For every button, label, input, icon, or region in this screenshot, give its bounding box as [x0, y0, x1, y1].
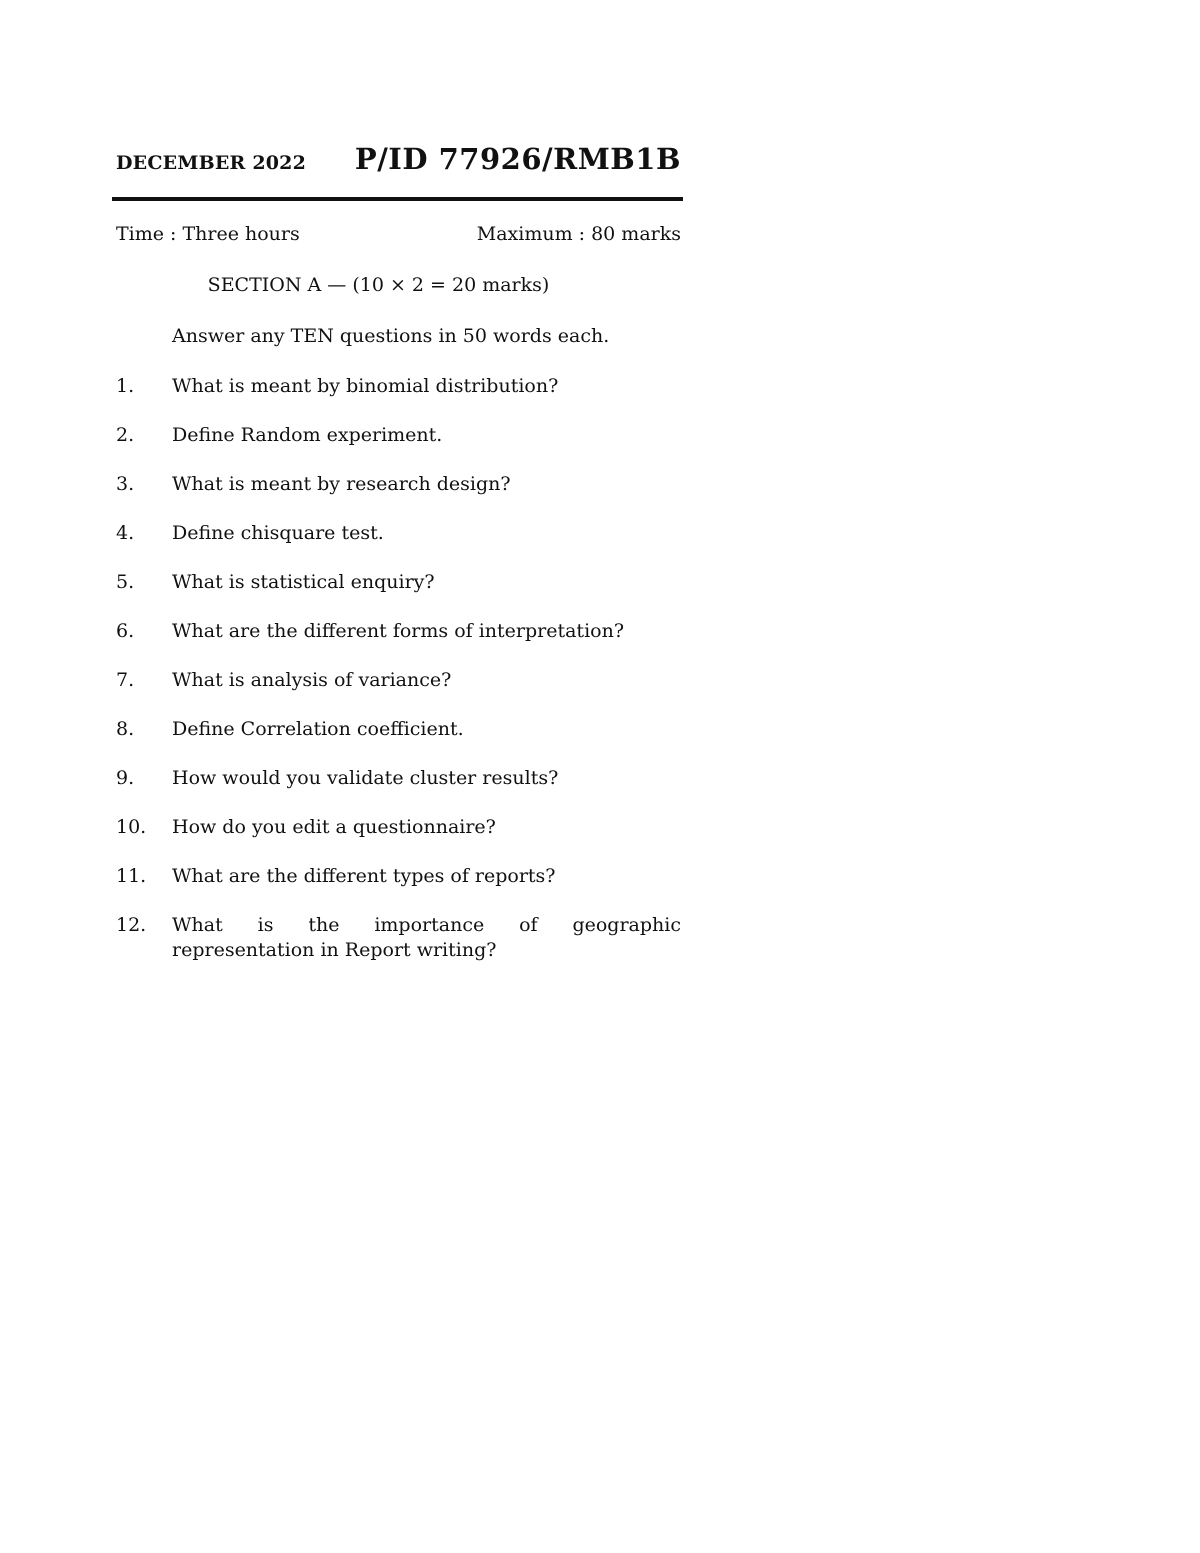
question-number: 9.: [116, 767, 135, 789]
question-item: [116, 668, 681, 693]
question-text: What is meant by research design?: [172, 473, 511, 495]
question-number: 3.: [116, 473, 135, 495]
question-item: [116, 864, 681, 889]
question-number: 1.: [116, 375, 135, 397]
question-text: What is analysis of variance?: [172, 669, 452, 691]
question-number: 5.: [116, 571, 135, 593]
question-text: Define chisquare test.: [172, 522, 384, 544]
question-item: [116, 717, 681, 742]
question-text: Define Random experiment.: [172, 424, 443, 446]
question-number: 7.: [116, 669, 135, 691]
question-text: What is meant by binomial distribution?: [172, 375, 559, 397]
paper-id: P/ID 77926/RMB1B: [354, 142, 681, 176]
question-item: [116, 472, 681, 497]
question-text: Define Correlation coefficient.: [172, 718, 464, 740]
exam-duration: Time : Three hours: [116, 223, 300, 245]
question-item: [116, 521, 681, 546]
section-heading: SECTION A — (10 × 2 = 20 marks): [207, 274, 550, 296]
question-item: [116, 766, 681, 791]
question-item: [116, 374, 681, 399]
question-item: [116, 423, 681, 448]
question-number: 10.: [116, 816, 147, 838]
section-instruction: Answer any TEN questions in 50 words each.: [172, 325, 610, 347]
question-item: [116, 570, 681, 595]
exam-meta: [116, 223, 681, 249]
question-number: 2.: [116, 424, 135, 446]
question-number: 12.: [116, 914, 147, 936]
question-item: [116, 619, 681, 644]
header-divider: [112, 197, 683, 201]
question-number: 4.: [116, 522, 135, 544]
question-item: [116, 913, 681, 963]
question-text: What is statistical enquiry?: [172, 571, 435, 593]
question-text: How would you validate cluster results?: [172, 767, 559, 789]
exam-header: [116, 142, 681, 186]
question-text: How do you edit a questionnaire?: [172, 816, 496, 838]
question-text: What is the importance of geographic representation in Report writing?: [172, 914, 681, 961]
exam-month: DECEMBER 2022: [116, 152, 307, 174]
question-number: 8.: [116, 718, 135, 740]
question-text: What are the different types of reports?: [172, 865, 556, 887]
question-text: What are the different forms of interpretation?: [172, 620, 625, 642]
exam-max-marks: Maximum : 80 marks: [476, 223, 681, 245]
question-number: 6.: [116, 620, 135, 642]
question-number: 11.: [116, 865, 147, 887]
question-item: [116, 815, 681, 840]
question-list: [116, 374, 681, 987]
